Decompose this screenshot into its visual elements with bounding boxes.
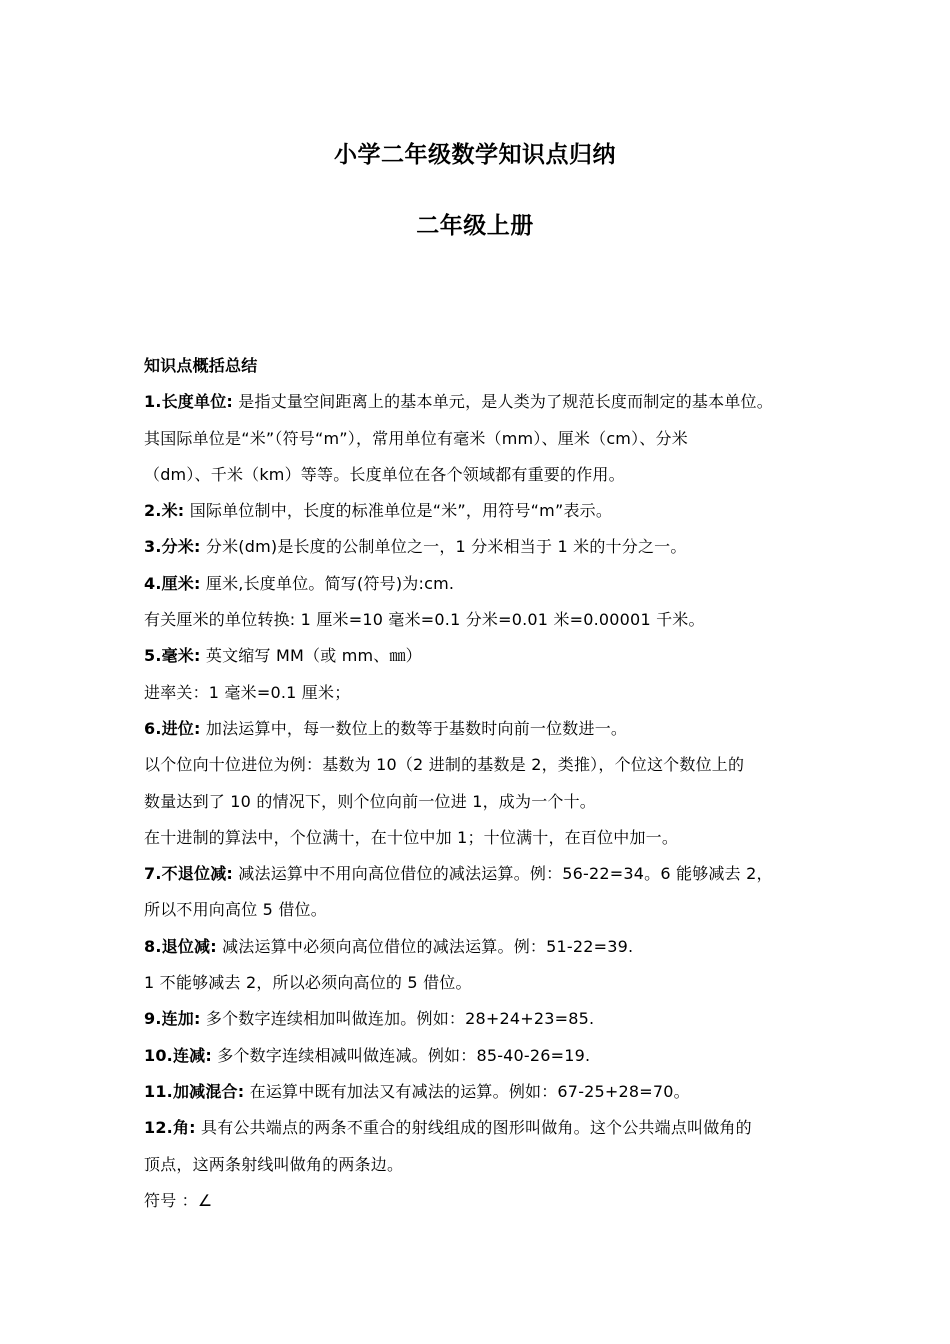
line-text: 厘米,长度单位。简写(符号)为:cm.	[200, 573, 455, 593]
body-line	[144, 1044, 814, 1080]
body-line	[144, 390, 814, 426]
line-text: 分米(dm)是长度的公制单位之一，1 分米相当于 1 米的十分之一。	[200, 537, 687, 557]
document-subtitle: 二年级上册	[416, 213, 534, 239]
body-line	[144, 790, 814, 826]
line-text: （dm）、千米（km）等等。长度单位在各个领域都有重要的作用。	[144, 464, 625, 484]
document-title: 小学二年级数学知识点归纳	[334, 142, 616, 168]
body-line	[144, 499, 814, 535]
line-text: 有关厘米的单位转换: 1 厘米=10 毫米=0.1 分米=0.01 米=0.00001 千米。	[144, 610, 705, 630]
line-text: 减法运算中不用向高位借位的减法运算。例：56-22=34。6 能够减去 2，	[233, 864, 773, 884]
line-text: 其国际单位是“米”（符号“m”），常用单位有毫米（mm）、厘米（cm）、分米	[144, 428, 688, 448]
term-label: 1.长度单位:	[144, 392, 234, 412]
body-line	[144, 1189, 814, 1225]
term-label: 8.退位减:	[144, 936, 217, 956]
body-line	[144, 681, 814, 717]
document-body	[144, 354, 814, 1225]
line-text: 具有公共端点的两条不重合的射线组成的图形叫做角。这个公共端点叫做角的	[195, 1118, 752, 1138]
line-text: 是指丈量空间距离上的基本单元，是人类为了规范长度而制定的基本单位。	[233, 392, 773, 412]
body-line	[144, 644, 814, 680]
body-line	[144, 1007, 814, 1043]
line-text: 英文缩写 MM（或 mm、㎜）	[200, 646, 422, 666]
term-label: 12.角:	[144, 1118, 196, 1138]
line-text: 国际单位制中，长度的标准单位是“米”，用符号“m”表示。	[184, 501, 613, 521]
body-line	[144, 463, 814, 499]
section-heading: 知识点概括总结	[144, 356, 258, 375]
term-label: 11.加减混合:	[144, 1081, 245, 1101]
body-line	[144, 753, 814, 789]
body-line	[144, 572, 814, 608]
term-label: 7.不退位减:	[144, 864, 234, 884]
term-label: 2.米:	[144, 501, 185, 521]
body-line	[144, 1153, 814, 1189]
body-line	[144, 1080, 814, 1116]
body-line	[144, 608, 814, 644]
body-line	[144, 935, 814, 971]
body-line	[144, 971, 814, 1007]
body-line	[144, 535, 814, 571]
line-text: 顶点，这两条射线叫做角的两条边。	[144, 1154, 404, 1174]
line-text: 符号 ：∠	[144, 1190, 213, 1210]
line-text: 多个数字连续相加叫做连加。例如：28+24+23=85.	[200, 1009, 595, 1029]
body-line	[144, 862, 814, 898]
line-text: 进率关：1 毫米=0.1 厘米；	[144, 682, 351, 702]
line-text: 所以不用向高位 5 借位。	[144, 900, 327, 920]
term-label: 10.连减:	[144, 1045, 212, 1065]
term-label: 6.进位:	[144, 718, 201, 738]
line-text: 在运算中既有加法又有减法的运算。例如：67-25+28=70。	[244, 1081, 690, 1101]
body-line	[144, 898, 814, 934]
term-label: 4.厘米:	[144, 573, 201, 593]
line-text: 数量达到了 10 的情况下，则个位向前一位进 1，成为一个十。	[144, 791, 596, 811]
line-text: 1 不能够减去 2，所以必须向高位的 5 借位。	[144, 973, 472, 993]
body-line	[144, 826, 814, 862]
line-text: 在十进制的算法中，个位满十，在十位中加 1；十位满十，在百位中加一。	[144, 827, 679, 847]
knowledge-points-list	[144, 390, 814, 1225]
line-text: 多个数字连续相减叫做连减。例如：85-40-26=19.	[211, 1045, 591, 1065]
term-label: 3.分米:	[144, 537, 201, 557]
body-line	[144, 427, 814, 463]
line-text: 以个位向十位进位为例：基数为 10（2 进制的基数是 2，类推），个位这个数位上的	[144, 755, 745, 775]
term-label: 5.毫米:	[144, 646, 201, 666]
term-label: 9.连加:	[144, 1009, 201, 1029]
line-text: 加法运算中，每一数位上的数等于基数时向前一位数进一。	[200, 718, 628, 738]
line-text: 减法运算中必须向高位借位的减法运算。例：51-22=39.	[216, 936, 634, 956]
body-line	[144, 717, 814, 753]
body-line	[144, 1116, 814, 1152]
